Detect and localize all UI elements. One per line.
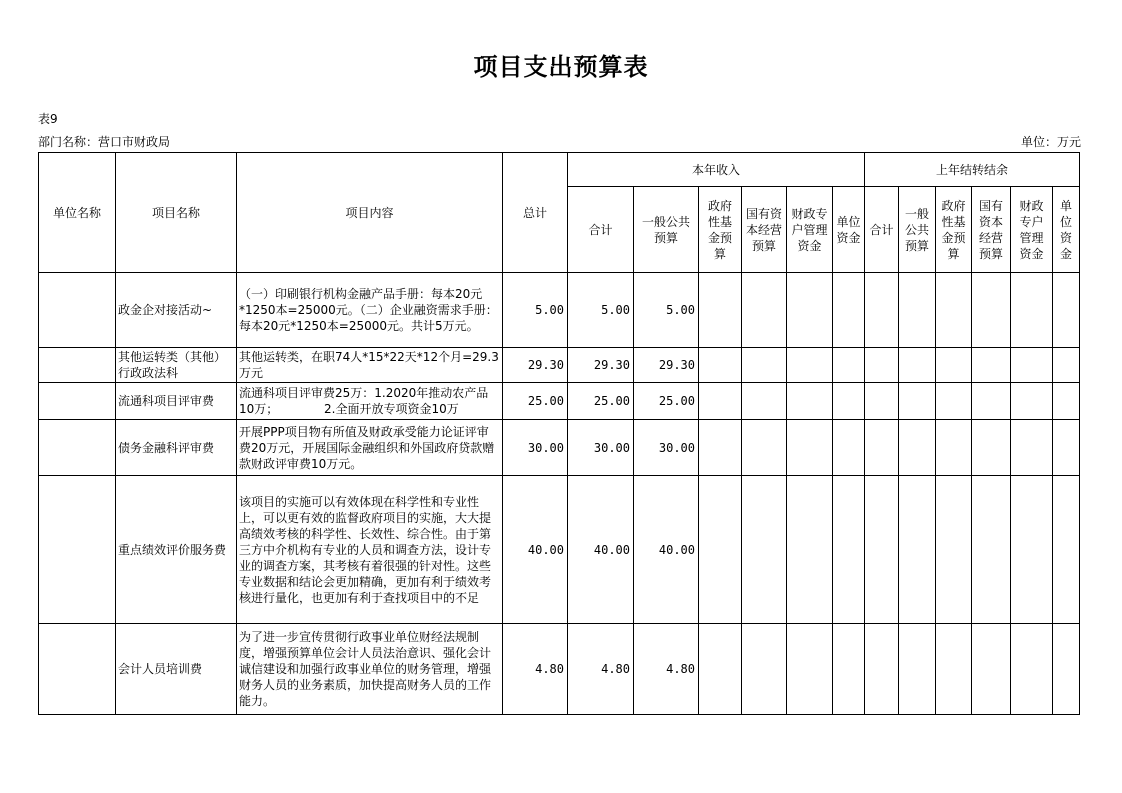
cell-project-name: 会计人员培训费 (116, 624, 237, 715)
header-fiscal-special: 财政专 户管理 资金 (787, 187, 833, 273)
table-number: 表9 (38, 112, 58, 126)
cell-empty (787, 273, 833, 348)
cell-empty (1011, 624, 1053, 715)
cell-project-content: （一）印刷银行机构金融产品手册：每本20元*1250本=25000元。（二）企业融资需求手册：每本20元*1250本=25000元。共计5万元。 (237, 273, 503, 348)
cell-empty (787, 420, 833, 476)
cell-unit (39, 273, 116, 348)
cell-general-budget: 40.00 (634, 476, 699, 624)
header-carryover: 上年结转结余 (865, 153, 1080, 187)
header-fiscal-special-2: 财政 专户 管理 资金 (1011, 187, 1053, 273)
cell-empty (865, 348, 899, 383)
cell-empty (833, 624, 865, 715)
cell-empty (742, 624, 787, 715)
cell-unit (39, 420, 116, 476)
cell-empty (865, 273, 899, 348)
cell-general-budget: 5.00 (634, 273, 699, 348)
cell-project-content: 流通科项目评审费25万：1.2020年推动农产品10万； 2.全面开放专项资金10万 (237, 383, 503, 420)
cell-general-budget: 4.80 (634, 624, 699, 715)
header-project-content: 项目内容 (237, 153, 503, 273)
header-general-budget-2: 一般 公共 预算 (899, 187, 936, 273)
cell-empty (742, 273, 787, 348)
header-state-capital-2: 国有 资本 经营 预算 (972, 187, 1011, 273)
cell-empty (699, 273, 742, 348)
table-row (39, 383, 1080, 420)
cell-empty (1011, 348, 1053, 383)
cell-empty (1011, 273, 1053, 348)
cell-project-content: 该项目的实施可以有效体现在科学性和专业性上，可以更有效的监督政府项目的实施，大大提高绩效考核的科学性、长效性、综合性。由于第三方中介机构有专业的人员和调查方法，设计专业的调查方案，其考核有着很强的针对性。这些专业数据和结论会更加精确，更加有利于绩效考核进行量化，也更加有利于查找项目中的不足 (237, 476, 503, 624)
department-name: 部门名称：营口市财政局 (38, 135, 171, 149)
cell-empty (699, 420, 742, 476)
cell-sum: 40.00 (568, 476, 634, 624)
cell-empty (742, 476, 787, 624)
cell-empty (972, 348, 1011, 383)
cell-total: 30.00 (503, 420, 568, 476)
cell-empty (1011, 476, 1053, 624)
cell-empty (833, 348, 865, 383)
cell-empty (833, 420, 865, 476)
cell-empty (972, 624, 1011, 715)
cell-empty (787, 348, 833, 383)
table-row (39, 624, 1080, 715)
cell-unit (39, 476, 116, 624)
cell-general-budget: 25.00 (634, 383, 699, 420)
cell-project-content: 开展PPP项目物有所值及财政承受能力论证评审费20万元，开展国际金融组织和外国政府贷款赠款财政评审费10万元。 (237, 420, 503, 476)
cell-empty (742, 348, 787, 383)
cell-total: 29.30 (503, 348, 568, 383)
cell-empty (833, 383, 865, 420)
cell-project-name: 其他运转类（其他）行政政法科 (116, 348, 237, 383)
cell-project-content: 其他运转类，在职74人*15*22天*12个月=29.3万元 (237, 348, 503, 383)
cell-project-name: 重点绩效评价服务费 (116, 476, 237, 624)
cell-unit (39, 348, 116, 383)
cell-sum: 30.00 (568, 420, 634, 476)
cell-unit (39, 624, 116, 715)
cell-total: 4.80 (503, 624, 568, 715)
cell-empty (865, 420, 899, 476)
cell-empty (936, 476, 972, 624)
cell-empty (699, 348, 742, 383)
table-row (39, 420, 1080, 476)
cell-general-budget: 29.30 (634, 348, 699, 383)
cell-empty (787, 383, 833, 420)
cell-empty (699, 383, 742, 420)
table-row (39, 348, 1080, 383)
cell-empty (972, 273, 1011, 348)
unit-label: 单位：万元 (1020, 135, 1081, 149)
cell-empty (972, 420, 1011, 476)
header-unit-fund: 单位 资金 (833, 187, 865, 273)
cell-empty (865, 383, 899, 420)
cell-empty (742, 420, 787, 476)
cell-empty (972, 383, 1011, 420)
cell-empty (1053, 273, 1080, 348)
cell-project-content: 为了进一步宣传贯彻行政事业单位财经法规制度，增强预算单位会计人员法治意识、强化会计诚信建设和加强行政事业单位的财务管理，增强财务人员的业务素质，加快提高财务人员的工作能力。 (237, 624, 503, 715)
cell-sum: 4.80 (568, 624, 634, 715)
cell-empty (936, 383, 972, 420)
cell-empty (865, 624, 899, 715)
cell-empty (833, 476, 865, 624)
page-title: 项目支出预算表 (473, 53, 649, 81)
cell-empty (1011, 383, 1053, 420)
table-row (39, 476, 1080, 624)
cell-empty (833, 273, 865, 348)
cell-empty (1053, 420, 1080, 476)
cell-project-name: 流通科项目评审费 (116, 383, 237, 420)
header-unit-fund-2: 单 位 资 金 (1053, 187, 1080, 273)
header-sum-2: 合计 (865, 187, 899, 273)
cell-empty (787, 624, 833, 715)
budget-table (38, 152, 1080, 715)
cell-empty (936, 624, 972, 715)
header-total: 总计 (503, 153, 568, 273)
cell-general-budget: 30.00 (634, 420, 699, 476)
header-gov-fund: 政府 性基 金预 算 (699, 187, 742, 273)
cell-empty (865, 476, 899, 624)
cell-empty (1053, 348, 1080, 383)
cell-empty (899, 383, 936, 420)
cell-sum: 5.00 (568, 273, 634, 348)
cell-empty (899, 624, 936, 715)
cell-empty (936, 348, 972, 383)
cell-empty (699, 624, 742, 715)
header-current-income: 本年收入 (568, 153, 865, 187)
cell-empty (899, 420, 936, 476)
cell-project-name: 债务金融科评审费 (116, 420, 237, 476)
cell-empty (899, 273, 936, 348)
cell-project-name: 政金企对接活动~ (116, 273, 237, 348)
cell-empty (936, 273, 972, 348)
cell-empty (1011, 420, 1053, 476)
cell-empty (972, 476, 1011, 624)
cell-empty (1053, 476, 1080, 624)
header-gov-fund-2: 政府 性基 金预 算 (936, 187, 972, 273)
header-unit-name: 单位名称 (39, 153, 116, 273)
cell-empty (899, 348, 936, 383)
cell-total: 25.00 (503, 383, 568, 420)
cell-empty (787, 476, 833, 624)
cell-total: 40.00 (503, 476, 568, 624)
cell-empty (742, 383, 787, 420)
cell-sum: 25.00 (568, 383, 634, 420)
cell-total: 5.00 (503, 273, 568, 348)
cell-unit (39, 383, 116, 420)
cell-empty (899, 476, 936, 624)
cell-empty (1053, 624, 1080, 715)
cell-empty (699, 476, 742, 624)
cell-empty (936, 420, 972, 476)
cell-sum: 29.30 (568, 348, 634, 383)
cell-empty (1053, 383, 1080, 420)
header-state-capital: 国有资 本经营 预算 (742, 187, 787, 273)
header-project-name: 项目名称 (116, 153, 237, 273)
header-sum: 合计 (568, 187, 634, 273)
header-row-1 (39, 153, 1080, 187)
header-general-budget: 一般公共 预算 (634, 187, 699, 273)
table-row (39, 273, 1080, 348)
